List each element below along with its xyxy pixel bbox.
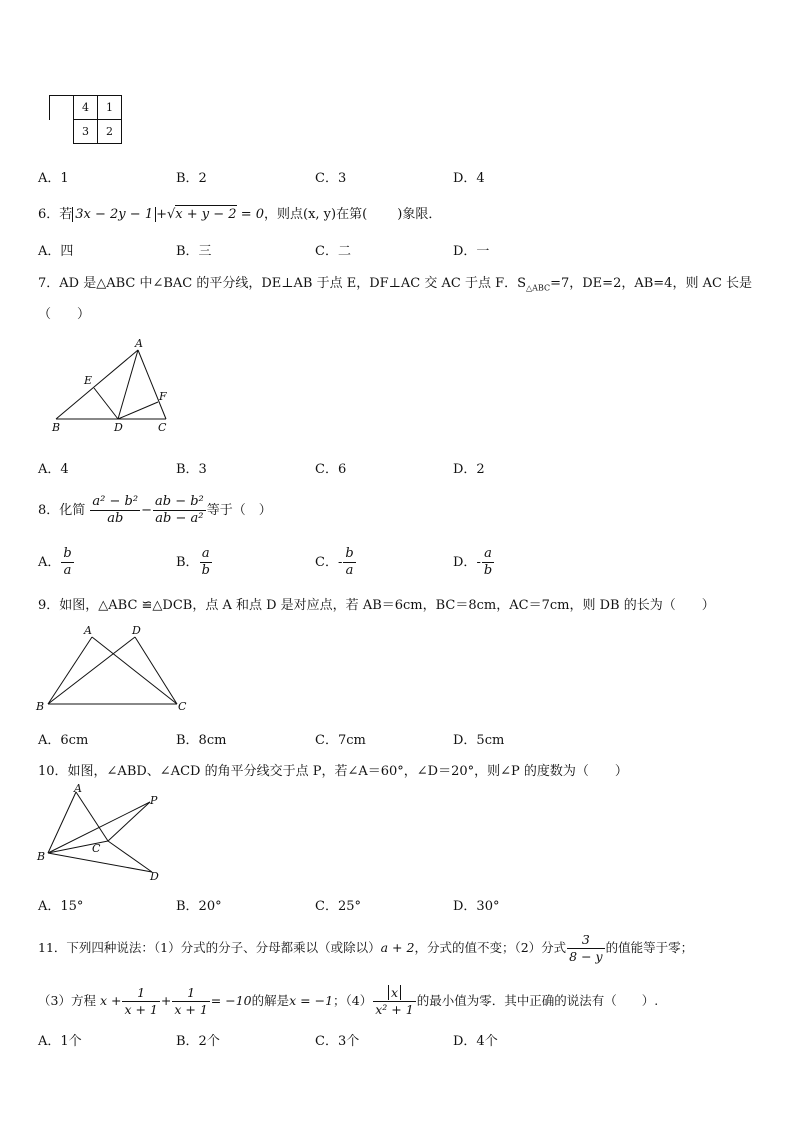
- option-d[interactable]: D．一: [453, 244, 490, 259]
- q11-text-7: 的最小值为零．其中正确的说法有（ ）.: [416, 993, 659, 1008]
- q9-triangles-figure: [34, 622, 194, 714]
- edge-ba: [48, 792, 76, 853]
- q6-abs-expr: 3x − 2y − 1: [72, 207, 156, 222]
- option-c[interactable]: C．3个: [315, 1034, 360, 1049]
- option-c[interactable]: C．7cm: [315, 733, 366, 748]
- grid-cell: 4: [73, 95, 98, 120]
- option-c[interactable]: C．- $\frac{b}{a}$: [315, 546, 354, 578]
- label-a: A: [74, 782, 82, 795]
- option-d[interactable]: D．5cm: [453, 733, 505, 748]
- option-d[interactable]: D．2: [453, 462, 485, 477]
- grid-cell-empty: [49, 95, 74, 120]
- label-a: A: [135, 337, 143, 350]
- option-a[interactable]: A．1: [38, 171, 69, 186]
- option-b[interactable]: B．三: [176, 244, 212, 259]
- edge-ab: [56, 350, 138, 419]
- q11-text-6: ；（4）: [333, 993, 373, 1008]
- option-b[interactable]: B．8cm: [176, 733, 227, 748]
- q8-fraction-2: $\frac{\text{ab − b²}}{\text{ab − a²}}$: [154, 494, 204, 526]
- q7-stem: [38, 272, 752, 293]
- label-d: D: [150, 870, 159, 883]
- q6-suffix: ，则点(x, y)在第( )象限．: [264, 207, 442, 222]
- q11-text-1: 11．下列四种说法：（1）分式的分子、分母都乘以（或除以）: [38, 940, 381, 955]
- segment-de: [94, 388, 118, 419]
- option-c[interactable]: C．二: [315, 244, 351, 259]
- option-b[interactable]: B．2个: [176, 1034, 220, 1049]
- q7-text: 7．AD 是△ABC 中∠BAC 的平分线，DE⊥AB 于点 E，DF⊥AC 交 AC 于点 F．S: [38, 276, 527, 291]
- edge-cp: [108, 802, 150, 841]
- option-b[interactable]: B．2: [176, 171, 207, 186]
- q11-text-4: （3）方程: [38, 993, 96, 1008]
- q8-prefix: 8．化简: [38, 503, 86, 518]
- q11-eq-x: x +: [99, 993, 122, 1008]
- option-a[interactable]: A． $\frac{b}{a}$: [38, 546, 72, 578]
- option-d[interactable]: D．30°: [453, 899, 500, 914]
- option-a[interactable]: A．1个: [38, 1034, 82, 1049]
- edge-ac: [92, 637, 177, 704]
- label-c: C: [158, 421, 167, 434]
- q10-stem: 10．如图，∠ABD、∠ACD 的角平分线交于点 P，若∠A＝60°，∠D＝20°，则∠P 的度数为（ ）: [38, 764, 628, 779]
- q11-math-a-plus-2: a + 2: [380, 940, 415, 955]
- edge-cd: [108, 841, 152, 872]
- option-d[interactable]: D．- $\frac{a}{b}$: [453, 546, 493, 578]
- q7-paren: （ ）: [38, 307, 91, 322]
- segment-df: [118, 402, 158, 419]
- grid-cell: 1: [97, 95, 122, 120]
- q6-prefix: 6．若: [38, 207, 73, 222]
- label-b: B: [36, 700, 45, 713]
- q11-text-5: 的解是: [251, 993, 290, 1008]
- q6-stem: 6．若 3x − 2y − 1 +√x + y − 2 = 0，则点(x, y)在第( )象限．: [38, 207, 442, 222]
- option-a[interactable]: A．6cm: [38, 733, 89, 748]
- q11-line-1: [38, 932, 693, 965]
- edge-dc: [135, 637, 177, 704]
- label-p: P: [150, 794, 158, 807]
- label-d: D: [132, 624, 141, 637]
- q6-plus: +: [156, 207, 167, 222]
- q11-fraction-3-over-8-y: $\frac{3}{8 - y}$: [569, 932, 603, 964]
- option-c[interactable]: C．6: [315, 462, 347, 477]
- label-b: B: [37, 850, 46, 863]
- q8-suffix: 等于（ ）: [206, 503, 272, 518]
- q11-eq-fraction-1: $\frac{1}{x + 1}$: [124, 985, 158, 1017]
- label-f: F: [159, 390, 167, 403]
- q7-subscript: △ABC: [526, 283, 551, 293]
- q11-line-2: [38, 985, 658, 1018]
- edge-bd: [48, 853, 152, 872]
- option-b[interactable]: B． $\frac{a}{b}$: [176, 546, 210, 578]
- grid-cell: 2: [97, 119, 122, 144]
- q11-text-3: 的值能等于零；: [605, 940, 694, 955]
- option-a[interactable]: A．四: [38, 244, 74, 259]
- option-c[interactable]: C．25°: [315, 899, 361, 914]
- q7-triangle-figure: [48, 336, 178, 436]
- q11-eq-fraction-2: $\frac{1}{x + 1}$: [174, 985, 208, 1017]
- q8-fraction-1: $\frac{\text{a² − b²}}{ab}$: [92, 494, 139, 526]
- option-c[interactable]: C．3: [315, 171, 347, 186]
- segment-ad: [118, 350, 138, 419]
- q10-figure: [34, 780, 174, 886]
- grid-cell: 3: [73, 119, 98, 144]
- option-d[interactable]: D．4: [453, 171, 485, 186]
- label-d: D: [114, 421, 123, 434]
- option-a[interactable]: A．15°: [38, 899, 84, 914]
- edge-bd: [48, 637, 135, 704]
- q11-solution: x = −1: [289, 993, 334, 1008]
- q8-minus: −: [141, 503, 152, 518]
- q11-text-2: ，分式的值不变；（2）分式: [414, 940, 567, 955]
- option-b[interactable]: B．3: [176, 462, 207, 477]
- label-e: E: [84, 374, 93, 387]
- label-b: B: [52, 421, 61, 434]
- edge-ba: [48, 637, 92, 704]
- q11-eq-rhs: = −10: [210, 993, 252, 1008]
- option-d[interactable]: D．4个: [453, 1034, 498, 1049]
- q7-text-cont: =7，DE=2，AB=4，则 AC 长是: [550, 276, 753, 291]
- edge-ac: [76, 792, 108, 841]
- label-a: A: [84, 624, 92, 637]
- q6-eq: = 0: [236, 207, 264, 222]
- q9-stem: 9．如图，△ABC ≌△DCB，点 A 和点 D 是对应点，若 AB＝6cm，BC＝8cm，AC＝7cm，则 DB 的长为（ ）: [38, 598, 715, 613]
- q6-sqrt-expr: x + y − 2: [175, 207, 237, 222]
- label-c: C: [178, 700, 187, 713]
- label-c: C: [92, 842, 101, 855]
- q8-stem: [38, 494, 272, 527]
- q11-eq-plus: +: [160, 993, 172, 1008]
- option-b[interactable]: B．20°: [176, 899, 222, 914]
- option-a[interactable]: A．4: [38, 462, 69, 477]
- q11-abs-fraction: $\frac{x}{\text{x² + 1}}$: [375, 985, 414, 1017]
